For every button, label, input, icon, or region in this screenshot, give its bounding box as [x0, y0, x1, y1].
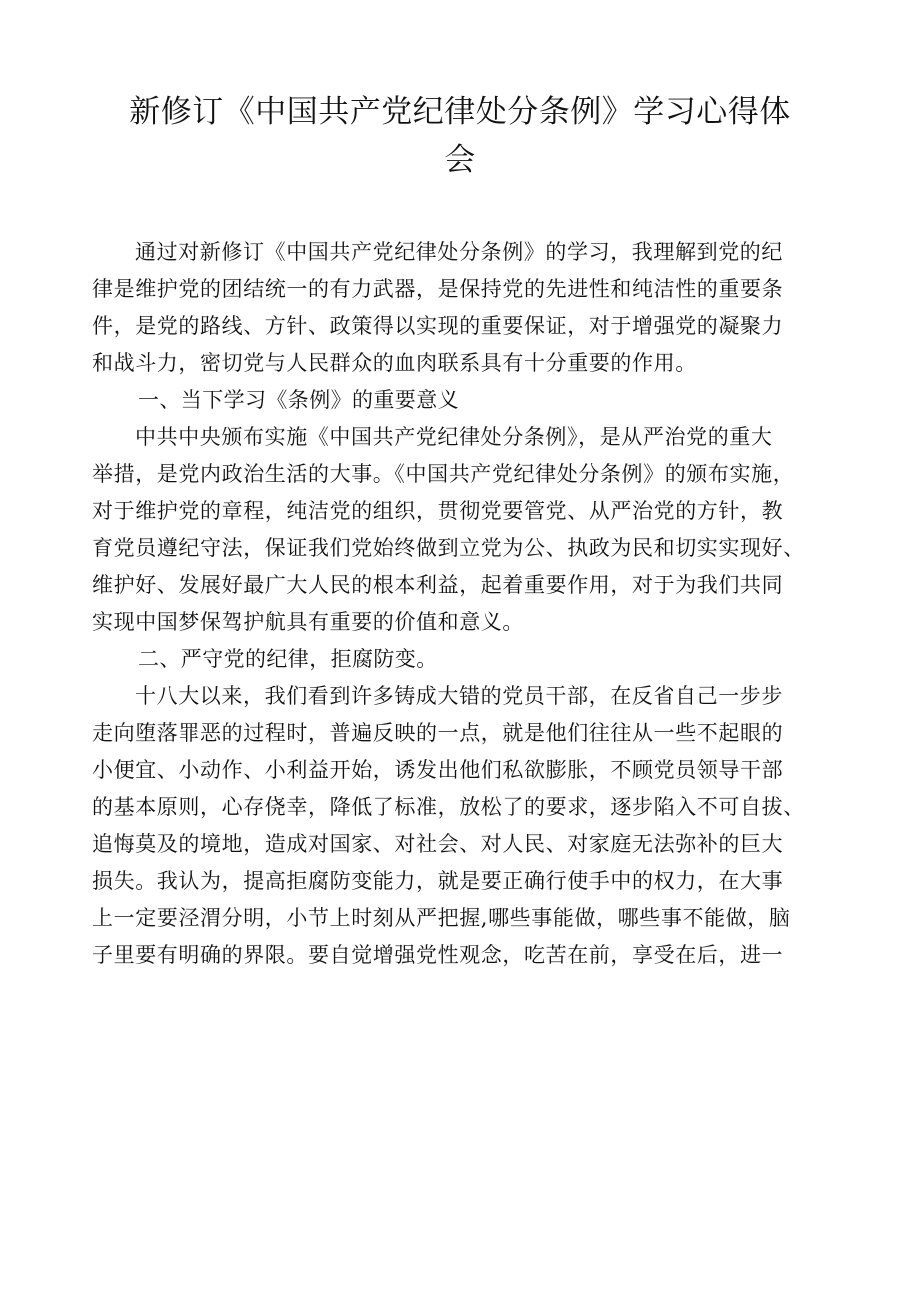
title-line: 新修订《中国共产党纪律处分条例》学习心得体 — [129, 94, 791, 130]
paragraph-line: 育党员遵纪守法，保证我们党始终做到立党为公、执政为民和切实实现好、 — [92, 536, 805, 560]
paragraph-line: 追悔莫及的境地，造成对国家、对社会、对人民、对家庭无法弥补的巨大 — [92, 832, 784, 856]
paragraph-line: 中共中央颁布实施《中国共产党纪律处分条例》，是从严治党的重大 — [135, 425, 773, 449]
document-title — [90, 88, 830, 184]
paragraph-line: 实现中国梦保驾护航具有重要的价值和意义。 — [92, 610, 524, 634]
paragraph-line: 上一定要泾渭分明，小节上时刻从严把握,哪些事能做，哪些事不能做，脑 — [92, 906, 791, 930]
paragraph-line: 和战斗力，密切党与人民群众的血肉联系具有十分重要的作用。 — [92, 351, 697, 375]
paragraph-line: 维护好、发展好最广大人民的根本利益，起着重要作用，对于为我们共同 — [92, 573, 784, 597]
intro-paragraph — [92, 234, 832, 382]
paragraph-line: 通过对新修订《中国共产党纪律处分条例》的学习，我理解到党的纪 — [135, 240, 783, 264]
paragraph-line: 子里要有明确的界限。要自觉增强党性观念，吃苦在前，享受在后，进一 — [92, 943, 784, 967]
paragraph-line: 损失。我认为，提高拒腐防变能力，就是要正确行使手中的权力，在大事 — [92, 869, 784, 893]
paragraph-line: 件，是党的路线、方针、政策得以实现的重要保证，对于增强党的凝聚力 — [92, 314, 784, 338]
section-2-paragraph — [92, 678, 832, 974]
paragraph-line: 对于维护党的章程，纯洁党的组织，贯彻党要管党、从严治党的方针，教 — [92, 499, 784, 523]
paragraph-line: 走向堕落罪恶的过程时，普遍反映的一点，就是他们往往从一些不起眼的 — [92, 721, 784, 745]
document-body — [92, 234, 832, 974]
section-heading-2: 二、严守党的纪律，拒腐防变。 — [138, 647, 438, 671]
paragraph-line: 举措，是党内政治生活的大事。《中国共产党纪律处分条例》的颁布实施， — [92, 462, 795, 486]
paragraph-line: 的基本原则，心存侥幸，降低了标准，放松了的要求，逐步陷入不可自拔、 — [92, 795, 805, 819]
section-heading-1: 一、当下学习《条例》的重要意义 — [138, 388, 459, 412]
title-line: 会 — [444, 142, 476, 178]
paragraph-line: 十八大以来，我们看到许多铸成大错的党员干部，在反省自己一步步 — [135, 684, 783, 708]
section-1-paragraph — [92, 419, 832, 641]
paragraph-line: 律是维护党的团结统一的有力武器，是保持党的先进性和纯洁性的重要条 — [92, 277, 784, 301]
paragraph-line: 小便宜、小动作、小利益开始，诱发出他们私欲膨胀，不顾党员领导干部 — [92, 758, 784, 782]
